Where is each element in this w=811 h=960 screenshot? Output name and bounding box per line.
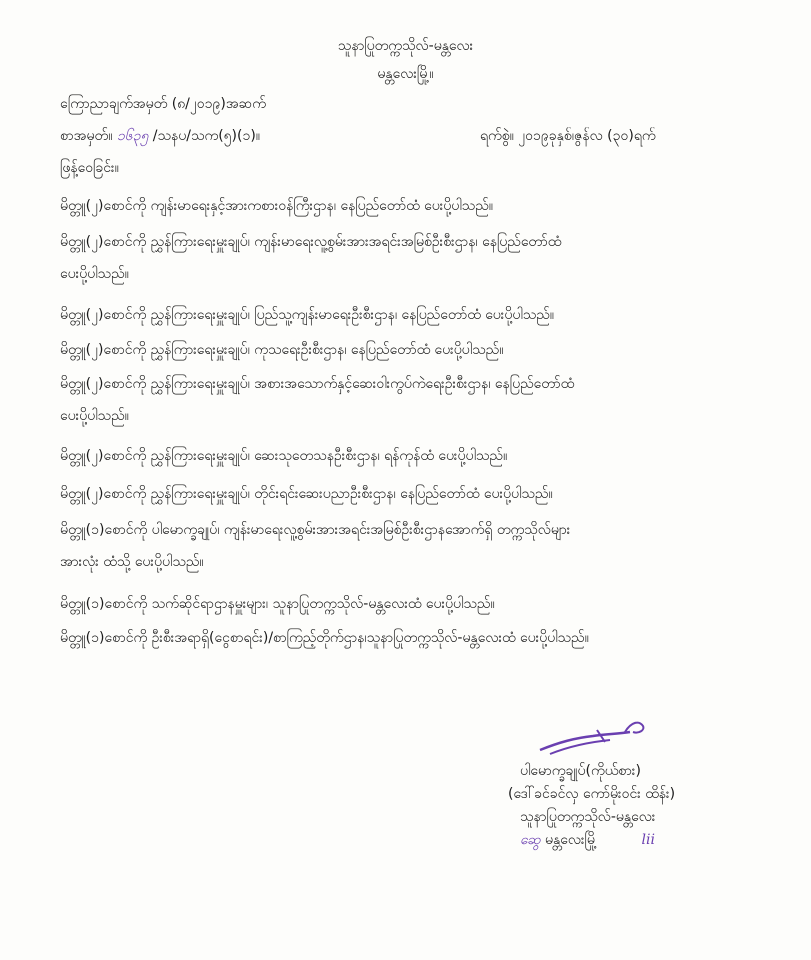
distribution-line: အားလုံး ထံသို့ ပေးပို့ပါသည်။ [60, 554, 204, 570]
distribution-line: မိတ္တူ(၁)စောင်ကို ဦးစီးအရာရှိ(ငွေစာရင်း)/စာကြည့်တိုက်ဌာန၊သူနာပြုတက္ကသိုလ်-မန္တလေးထံ ပေးပို့ပါသည်။ [60, 630, 589, 646]
distribution-line: မိတ္တူ(၁)စောင်ကို သက်ဆိုင်ရာဌာနမှူးများ၊ သူနာပြုတက္ကသိုလ်-မန္တလေးထံ ပေးပို့ပါသည်။ [60, 596, 495, 612]
signature-initials: lii [641, 832, 655, 848]
announcement-ref: ကြောညာချက်အမှတ် (၈/၂၀၁၉)အဆက် [60, 96, 266, 112]
header-org: သူနာပြုတက္ကသိုလ်-မန္တလေး [337, 38, 474, 54]
letter-number-handwritten: ၁၆၃၅ [116, 128, 149, 144]
letter-prefix: စာအမှတ်။ [60, 128, 113, 144]
distribution-title: ဖြန့်ဝေခြင်း။ [60, 160, 119, 176]
distribution-line: မိတ္တူ(၂)စောင်ကို ညွှန်ကြားရေးမှူးချုပ်၊ ဆေးသုတေသနဦးစီးဌာန၊ ရန်ကုန်ထံ ပေးပို့ပါသည်။ [60, 448, 508, 464]
signature-city: မန္တလေးမြို့ [545, 832, 598, 848]
distribution-line: မိတ္တူ(၂)စောင်ကို ညွှန်ကြားရေးမှူးချုပ်၊ တိုင်းရင်းဆေးပညာဦးစီးဌာန၊ နေပြည်တော်ထံ ပေးပို့ပါသည်။ [60, 486, 553, 502]
signature-title: ပါမောက္ခချုပ်(ကိုယ်စား) [520, 763, 641, 779]
distribution-line: မိတ္တူ(၂)စောင်ကို ညွှန်ကြားရေးမှူးချုပ်၊ ကုသရေးဦးစီးဌာန၊ နေပြည်တော်ထံ ပေးပို့ပါသည်။ [60, 342, 504, 358]
distribution-line: မိတ္တူ(၂)စောင်ကို ညွှန်ကြားရေးမှူးချုပ်၊ အစားအသောက်နှင့်ဆေးဝါးကွပ်ကဲရေးဦးစီးဌာန၊ နေပြည်တော်ထံ [60, 376, 575, 392]
signature-city-line [520, 829, 675, 852]
letter-suffix: /သနပ/သက(၅)(၁)။ [152, 128, 261, 144]
signature-city-handwritten: ဆွေ [520, 832, 541, 848]
signature-name: (ဒေါ်ခင်ခင်လှ ကော်မိုးဝင်း ထိန်း) [508, 786, 676, 802]
letter-date: ရက်စွဲ။ ၂၀၁၉ခုနှစ်၊ဇွန်လ (၃၀)ရက် [480, 128, 656, 144]
header-city: မန္တလေးမြို့။ [377, 66, 434, 82]
distribution-line: ပေးပို့ပါသည်။ [60, 408, 129, 424]
distribution-line: မိတ္တူ(၂)စောင်ကို ညွှန်ကြားရေးမှူးချုပ်၊ ပြည်သူ့ကျန်းမာရေးဦးစီးဌာန၊ နေပြည်တော်ထံ ပေးပို့ပါသည်။ [60, 307, 555, 323]
distribution-line: မိတ္တူ(၂)စောင်ကို ညွှန်ကြားရေးမှူးချုပ်၊ ကျန်းမာရေးလူ့စွမ်းအားအရင်းအမြစ်ဦးစီးဌာန၊ နေပြည်တော်ထံ [60, 234, 562, 250]
signature-scribble-icon [535, 712, 655, 762]
signature-org: သူနာပြုတက္ကသိုလ်-မန္တလေး [520, 809, 656, 825]
letter-number-line [60, 126, 260, 147]
distribution-line: မိတ္တူ(၂)စောင်ကို ကျန်းမာရေးနှင့်အားကစားဝန်ကြီးဌာန၊ နေပြည်တော်ထံ ပေးပို့ပါသည်။ [60, 198, 493, 214]
distribution-line: မိတ္တူ(၁)စောင်ကို ပါမောက္ခချုပ်၊ ကျန်းမာရေးလူ့စွမ်းအားအရင်းအမြစ်ဦးစီးဌာနအောက်ရှိ တက္ကသိုလ်များ [60, 522, 571, 538]
distribution-line: ပေးပို့ပါသည်။ [60, 266, 129, 282]
signature-block [508, 760, 676, 852]
